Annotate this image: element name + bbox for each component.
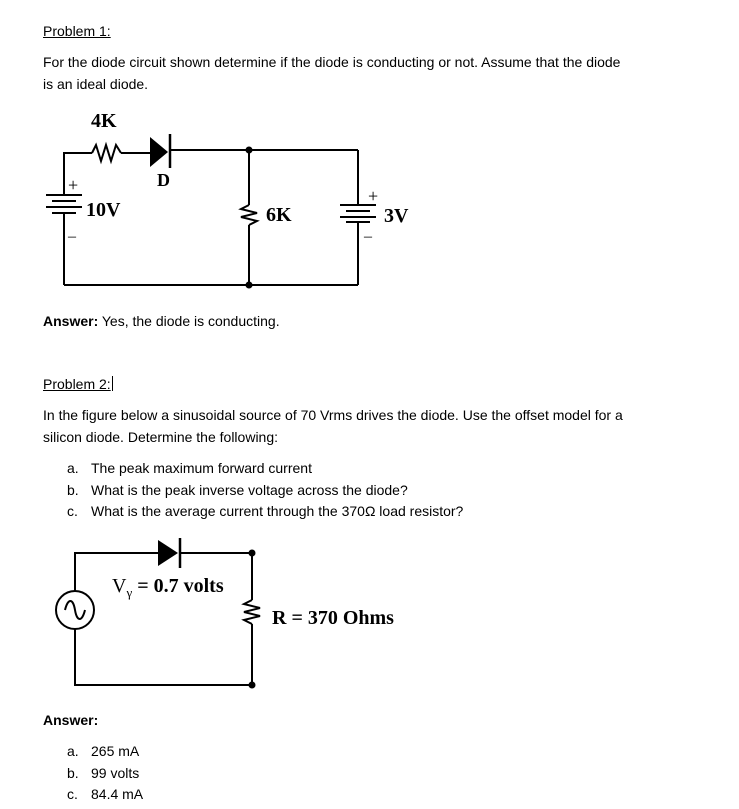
problem1-text-line1: For the diode circuit shown determine if the diode is conducting or not. Assume that the diode (43, 54, 621, 70)
answer-text: 99 volts (91, 765, 140, 781)
list-item-text: The peak maximum forward current (91, 460, 312, 476)
circuit1-source2-label: 3V (384, 205, 409, 227)
problem2-answer-a (67, 742, 139, 760)
circuit1-source-label: 10V (86, 199, 121, 221)
list-marker: a. (67, 460, 79, 476)
problem1-text-line2: is an ideal diode. (43, 76, 149, 92)
circuit2-vgamma-label (112, 575, 224, 601)
list-item-text: What is the peak inverse voltage across the diode? (91, 482, 408, 498)
problem2-text-line1: In the figure below a sinusoidal source of 70 Vrms drives the diode. Use the offset model for a (43, 407, 623, 423)
problem2-text-line2: silicon diode. Determine the following: (43, 429, 279, 445)
circuit1-diode-label: D (157, 170, 170, 190)
problem2-answer-label: Answer: (43, 712, 99, 728)
circuit1-source2-plus: + (368, 186, 379, 206)
vgamma-symbol: V (112, 575, 127, 597)
problem1-answer-label: Answer: (43, 313, 99, 329)
circuit2-resistor-label: R = 370 Ohms (272, 607, 394, 629)
problem2-heading: Problem 2: (43, 376, 111, 392)
problem1-answer-text: Yes, the diode is conducting. (101, 313, 280, 329)
answer-text: 265 mA (91, 743, 140, 759)
circuit1-source-plus: + (68, 175, 79, 195)
problem2-answer-b (67, 764, 139, 782)
list-marker: b. (67, 765, 79, 781)
answer-text: 84.4 mA (91, 786, 144, 802)
problem1-heading: Problem 1: (43, 23, 111, 39)
problem2-answer-c (67, 785, 143, 803)
list-marker: c. (67, 503, 78, 519)
list-marker: c. (67, 786, 78, 802)
circuit1-source-minus: – (68, 228, 76, 245)
circuit1-resistor-label: 4K (91, 110, 117, 132)
vgamma-value: = 0.7 volts (137, 575, 224, 597)
circuit1-load-label: 6K (266, 204, 292, 226)
list-marker: a. (67, 743, 79, 759)
vgamma-subscript: γ (126, 585, 133, 600)
list-item-text: What is the average current through the 370Ω load resistor? (91, 503, 464, 519)
list-marker: b. (67, 482, 79, 498)
circuit1-source2-minus: – (364, 228, 372, 245)
